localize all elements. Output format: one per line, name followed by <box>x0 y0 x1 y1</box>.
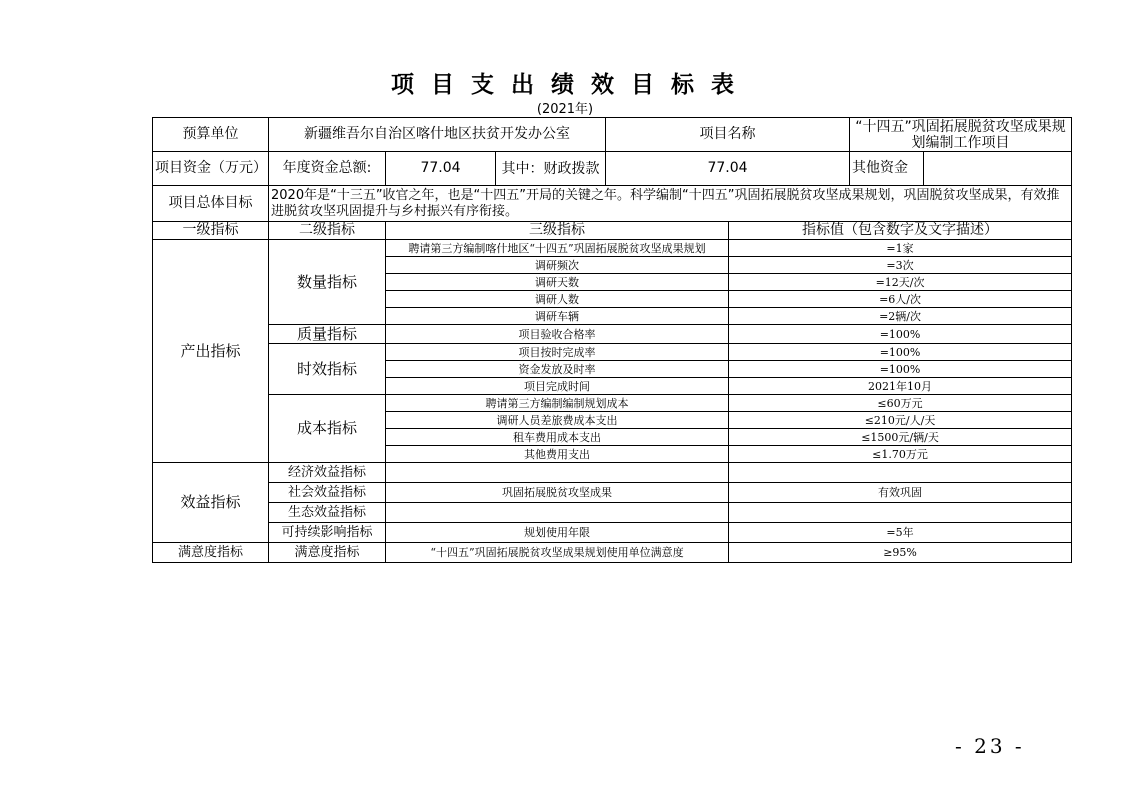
indicator-name: 其他费用支出 <box>386 446 729 463</box>
table-row <box>153 395 1072 412</box>
fiscal-funds-value: 77.04 <box>606 152 850 186</box>
other-funds-value <box>924 152 1072 186</box>
indicator-value <box>729 503 1072 523</box>
indicator-value: =100% <box>729 344 1072 361</box>
table-row <box>153 483 1072 503</box>
page-number: - 23 - <box>955 734 1025 758</box>
indicator-value: =2辆/次 <box>729 308 1072 325</box>
project-name-value: “十四五”巩固拓展脱贫攻坚成果规划编制工作项目 <box>850 118 1072 152</box>
table-row <box>153 344 1072 361</box>
indicator-value: =3次 <box>729 257 1072 274</box>
indicator-name: 调研车辆 <box>386 308 729 325</box>
satisfaction-level2: 满意度指标 <box>269 543 386 563</box>
col-level3: 三级指标 <box>386 222 729 240</box>
annual-total-label: 年度资金总额: <box>269 152 386 186</box>
indicator-name: 巩固拓展脱贫攻坚成果 <box>386 483 729 503</box>
indicator-value: ≤60万元 <box>729 395 1072 412</box>
indicator-name: 聘请第三方编制喀什地区“十四五”巩固拓展脱贫攻坚成果规划 <box>386 240 729 257</box>
quantity-label: 数量指标 <box>269 240 386 325</box>
performance-target-table <box>152 117 1072 563</box>
indicator-value: ≤210元/人/天 <box>729 412 1072 429</box>
indicator-name: 调研频次 <box>386 257 729 274</box>
indicator-value: =100% <box>729 325 1072 344</box>
indicator-value: ≥95% <box>729 543 1072 563</box>
table-row <box>153 503 1072 523</box>
indicator-value: =5年 <box>729 523 1072 543</box>
indicator-name: 调研天数 <box>386 274 729 291</box>
table-row <box>153 463 1072 483</box>
indicator-name: 聘请第三方编制编制规划成本 <box>386 395 729 412</box>
cost-label: 成本指标 <box>269 395 386 463</box>
fiscal-funds-label: 其中：财政拨款 <box>496 152 606 186</box>
indicator-name: 规划使用年限 <box>386 523 729 543</box>
funds-label: 项目资金（万元） <box>153 152 269 186</box>
goal-text: 2020年是“十三五”收官之年，也是“十四五”开局的关键之年。科学编制“十四五”巩固拓展脱贫攻坚成果规划，巩固脱贫攻坚成果，有效推进脱贫攻坚巩固提升与乡村振兴有序衔接。 <box>269 186 1072 222</box>
annual-total-value: 77.04 <box>386 152 496 186</box>
indicator-name: 项目验收合格率 <box>386 325 729 344</box>
page-title: 项目支出绩效目标表 <box>391 72 751 98</box>
col-level2: 二级指标 <box>269 222 386 240</box>
indicator-value: =100% <box>729 361 1072 378</box>
funds-row <box>153 152 1072 186</box>
goal-row <box>153 186 1072 222</box>
indicator-name: 调研人数 <box>386 291 729 308</box>
project-name-label: 项目名称 <box>606 118 850 152</box>
indicator-name <box>386 503 729 523</box>
indicator-name: “十四五”巩固拓展脱贫攻坚成果规划使用单位满意度 <box>386 543 729 563</box>
timeliness-label: 时效指标 <box>269 344 386 395</box>
col-level1: 一级指标 <box>153 222 269 240</box>
quality-label: 质量指标 <box>269 325 386 344</box>
table-row <box>153 325 1072 344</box>
table-row <box>153 240 1072 257</box>
indicator-name: 项目完成时间 <box>386 378 729 395</box>
indicator-value <box>729 463 1072 483</box>
table-row <box>153 523 1072 543</box>
indicator-value: ≤1.70万元 <box>729 446 1072 463</box>
indicator-name: 资金发放及时率 <box>386 361 729 378</box>
goal-label: 项目总体目标 <box>153 186 269 222</box>
benefit-label: 效益指标 <box>153 463 269 543</box>
indicator-value: 有效巩固 <box>729 483 1072 503</box>
benefit-level2: 社会效益指标 <box>269 483 386 503</box>
indicator-value: =1家 <box>729 240 1072 257</box>
benefit-level2: 可持续影响指标 <box>269 523 386 543</box>
year-label: (2021年) <box>536 102 594 117</box>
other-funds-label: 其他资金 <box>850 152 924 186</box>
budget-unit-value: 新疆维吾尔自治区喀什地区扶贫开发办公室 <box>269 118 606 152</box>
budget-unit-row <box>153 118 1072 152</box>
col-value: 指标值（包含数字及文字描述） <box>729 222 1072 240</box>
indicator-value: 2021年10月 <box>729 378 1072 395</box>
benefit-level2: 经济效益指标 <box>269 463 386 483</box>
indicator-value: =12天/次 <box>729 274 1072 291</box>
indicator-name <box>386 463 729 483</box>
indicator-name: 调研人员差旅费成本支出 <box>386 412 729 429</box>
indicator-value: =6人/次 <box>729 291 1072 308</box>
indicator-value: ≤1500元/辆/天 <box>729 429 1072 446</box>
budget-unit-label: 预算单位 <box>153 118 269 152</box>
satisfaction-label: 满意度指标 <box>153 543 269 563</box>
indicator-name: 项目按时完成率 <box>386 344 729 361</box>
column-header-row <box>153 222 1072 240</box>
indicator-name: 租车费用成本支出 <box>386 429 729 446</box>
output-label: 产出指标 <box>153 240 269 463</box>
table-row <box>153 543 1072 563</box>
benefit-level2: 生态效益指标 <box>269 503 386 523</box>
